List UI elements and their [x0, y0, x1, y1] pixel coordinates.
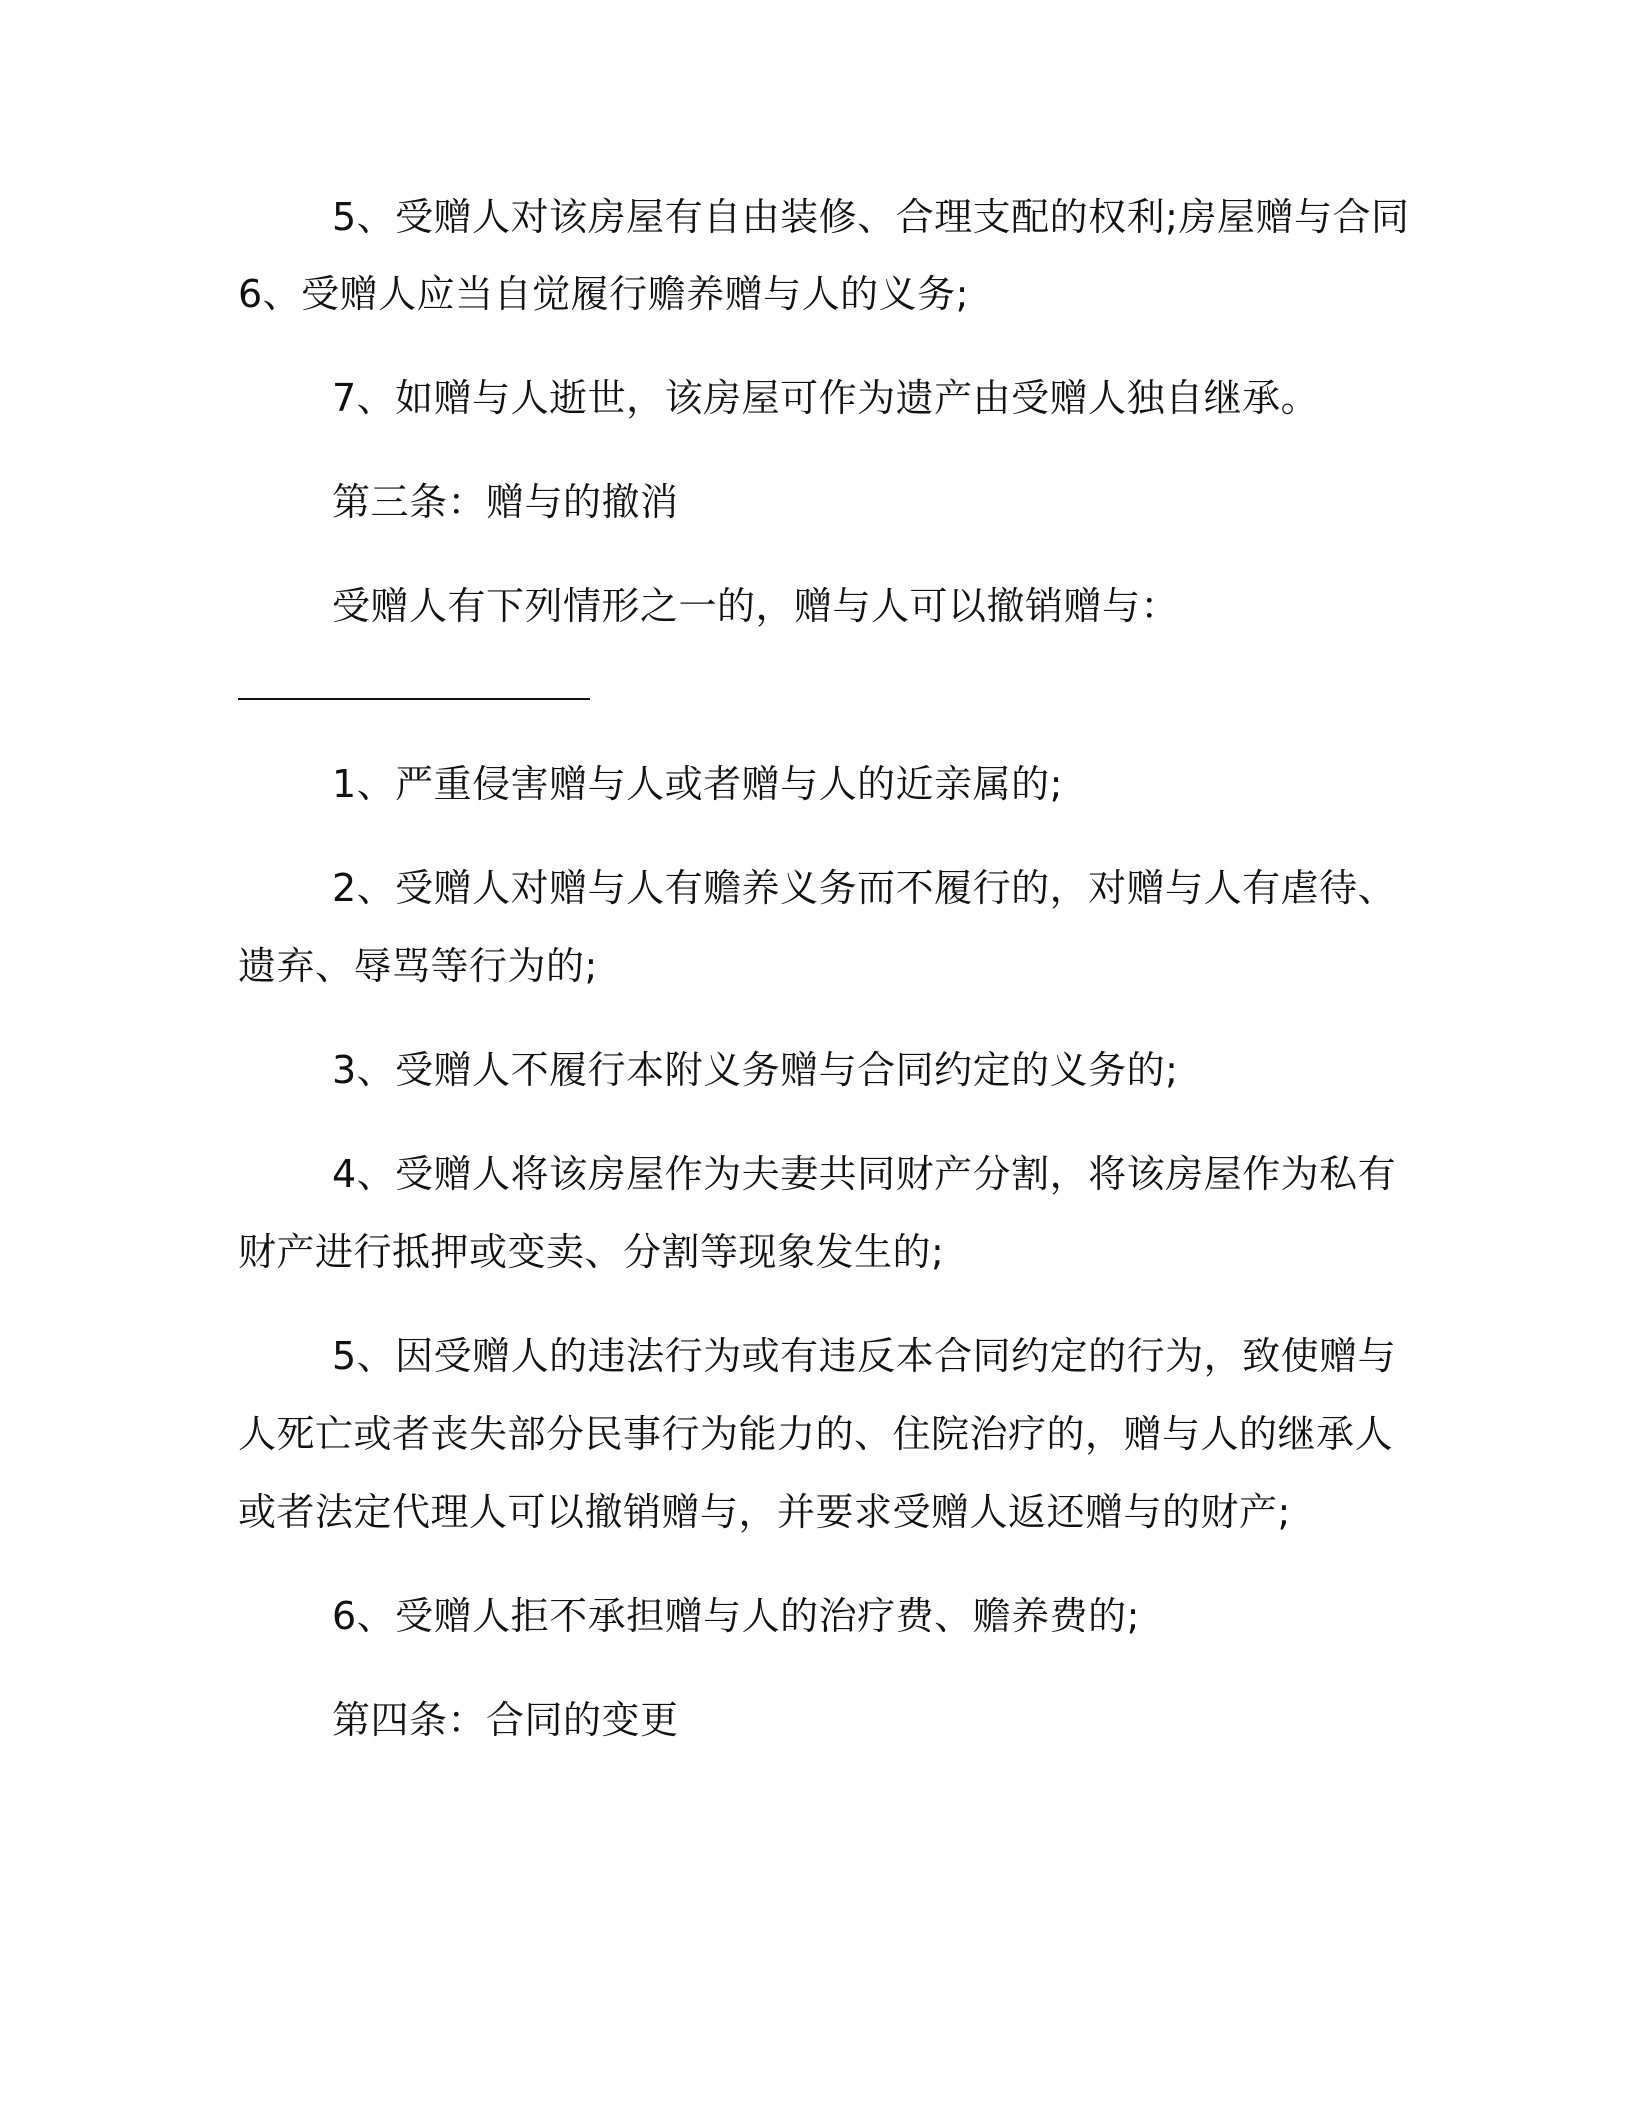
- revocation-item-3: 3、受赠人不履行本附义务赠与合同约定的义务的;: [332, 1048, 1179, 1092]
- clause-line-5-recipient-rights: 5、受赠人对该房屋有自由装修、合理支配的权利;房屋赠与合同: [332, 195, 1410, 239]
- revocation-item-5-line-2: 人死亡或者丧失部分民事行为能力的、住院治疗的，赠与人的继承人: [238, 1412, 1394, 1456]
- blank-fill-line: [238, 698, 590, 700]
- revocation-item-2-continued: 遗弃、辱骂等行为的;: [238, 944, 598, 988]
- revocation-item-1: 1、严重侵害赠与人或者赠与人的近亲属的;: [332, 762, 1063, 806]
- clause-line-7-inheritance: 7、如赠与人逝世，该房屋可作为遗产由受赠人独自继承。: [332, 376, 1320, 420]
- article-three-intro: 受赠人有下列情形之一的，赠与人可以撤销赠与：: [332, 584, 1180, 628]
- revocation-item-6: 6、受赠人拒不承担赠与人的治疗费、赡养费的;: [332, 1594, 1140, 1638]
- revocation-item-4: 4、受赠人将该房屋作为夫妻共同财产分割，将该房屋作为私有: [332, 1152, 1397, 1196]
- clause-line-6-support-duty: 6、受赠人应当自觉履行赡养赠与人的义务;: [238, 272, 969, 316]
- revocation-item-5-line-3: 或者法定代理人可以撤销赠与，并要求受赠人返还赠与的财产;: [238, 1490, 1291, 1534]
- article-four-heading: 第四条：合同的变更: [332, 1698, 679, 1742]
- revocation-item-5: 5、因受赠人的违法行为或有违反本合同约定的行为，致使赠与: [332, 1334, 1397, 1378]
- revocation-item-4-continued: 财产进行抵押或变卖、分割等现象发生的;: [238, 1230, 945, 1274]
- article-three-heading: 第三条：赠与的撤消: [332, 480, 679, 524]
- revocation-item-2: 2、受赠人对赠与人有赡养义务而不履行的，对赠与人有虐待、: [332, 866, 1397, 910]
